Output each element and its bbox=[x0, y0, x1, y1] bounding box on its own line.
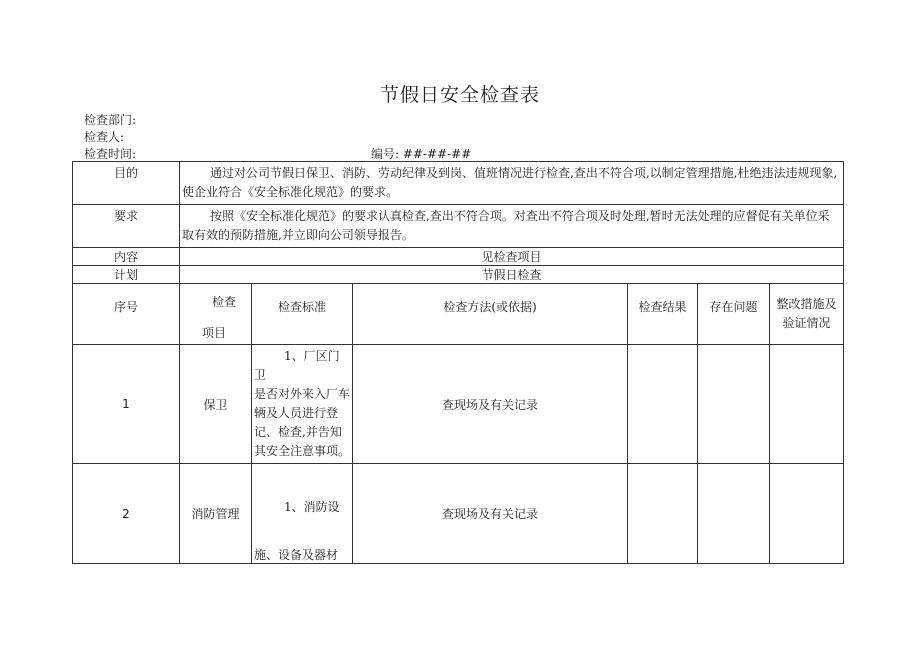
header-item-line1: 检查 bbox=[212, 295, 237, 309]
row-standard-rest: 施、设备及器材 bbox=[254, 548, 339, 562]
row-result-cell[interactable] bbox=[628, 345, 698, 464]
row-standard-first: 1、厂区门卫 bbox=[254, 349, 340, 382]
header-item-line2: 项目 bbox=[202, 326, 227, 340]
inspection-table bbox=[72, 161, 844, 564]
row-problem-cell[interactable] bbox=[698, 464, 770, 564]
purpose-label: 目的 bbox=[73, 162, 180, 205]
header-fix-line2: 验证情况 bbox=[782, 316, 831, 330]
table-row bbox=[73, 464, 844, 564]
row-problem-cell[interactable] bbox=[698, 345, 770, 464]
header-fix-line1: 整改措施及 bbox=[776, 297, 837, 311]
row-standard bbox=[252, 345, 353, 464]
plan-value: 节假日检查 bbox=[180, 266, 844, 284]
row-standard bbox=[252, 464, 353, 564]
row-fix-cell[interactable] bbox=[770, 464, 844, 564]
header-method bbox=[353, 284, 628, 345]
row-seq: 2 bbox=[73, 464, 180, 564]
plan-label: 计划 bbox=[73, 266, 180, 284]
inspection-time-label: 检查时间: bbox=[84, 147, 137, 161]
header-item bbox=[180, 284, 252, 345]
table-row bbox=[73, 345, 844, 464]
purpose-text: 通过对公司节假日保卫、消防、劳动纪律及到岗、值班情况进行检查,查出不符合项,以制定管理措施,杜绝违法违规现象,使企业符合《安全标准化规范》的要求。 bbox=[180, 162, 844, 205]
inspection-department-label: 检查部门: bbox=[84, 113, 137, 127]
requirement-label: 要求 bbox=[73, 205, 180, 248]
header-result-text: 检查结果 bbox=[638, 299, 687, 314]
purpose-row bbox=[73, 162, 844, 205]
header-method-text: 检查方法(或依据) bbox=[443, 299, 537, 314]
header-problem bbox=[698, 284, 770, 345]
row-method: 查现场及有关记录 bbox=[353, 345, 628, 464]
content-value: 见检查项目 bbox=[180, 248, 844, 266]
inspector-label: 检查人: bbox=[84, 130, 125, 144]
header-result bbox=[628, 284, 698, 345]
header-standard bbox=[252, 284, 353, 345]
row-item: 保卫 bbox=[180, 345, 252, 464]
row-fix-cell[interactable] bbox=[770, 345, 844, 464]
content-row bbox=[73, 248, 844, 266]
header-seq-text: 序号 bbox=[113, 299, 138, 314]
row-standard-rest: 是否对外来入厂车辆及人员进行登记、检查,并告知其安全注意事项。 bbox=[254, 387, 351, 458]
row-standard-first: 1、消防设 bbox=[284, 500, 340, 514]
header-fix bbox=[770, 284, 844, 345]
content-label: 内容 bbox=[73, 248, 180, 266]
header-seq bbox=[73, 284, 180, 345]
header-problem-text: 存在问题 bbox=[709, 299, 758, 314]
row-method: 查现场及有关记录 bbox=[353, 464, 628, 564]
page-title: 节假日安全检查表 bbox=[379, 84, 540, 106]
row-item: 消防管理 bbox=[180, 464, 252, 564]
row-seq: 1 bbox=[73, 345, 180, 464]
row-result-cell[interactable] bbox=[628, 464, 698, 564]
table-header-row bbox=[73, 284, 844, 345]
form-number: 编号: ##-##-## bbox=[371, 147, 472, 161]
header-standard-text: 检查标准 bbox=[277, 299, 326, 314]
plan-row bbox=[73, 266, 844, 284]
requirement-row bbox=[73, 205, 844, 248]
requirement-text: 按照《安全标准化规范》的要求认真检查,查出不符合项。对查出不符合项及时处理,暂时无法处理的应督促有关单位采取有效的预防措施,并立即向公司领导报告。 bbox=[180, 205, 844, 248]
